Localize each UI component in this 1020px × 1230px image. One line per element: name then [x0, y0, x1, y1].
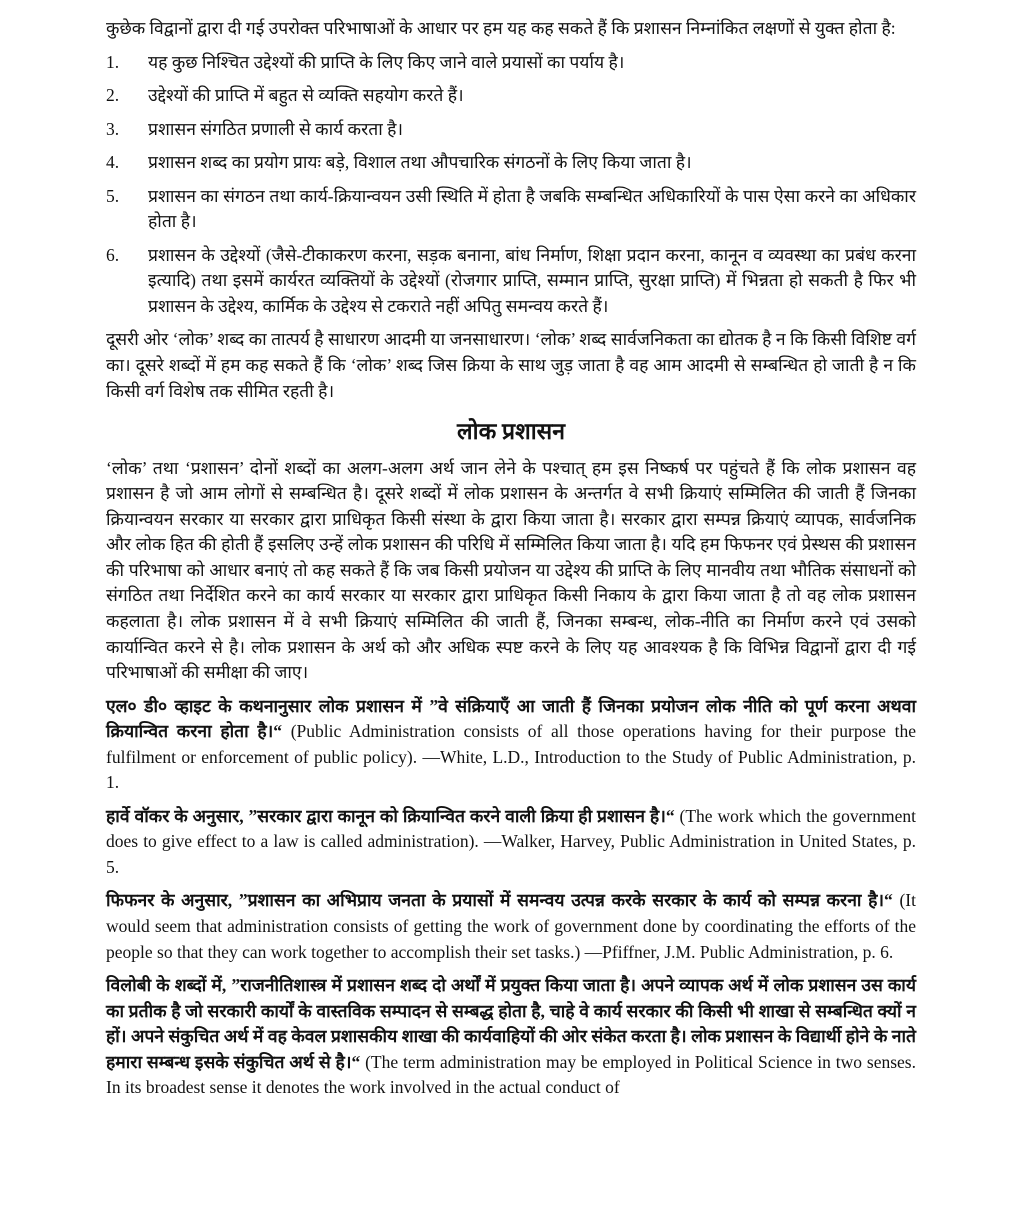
intro-paragraph: कुछेक विद्वानों द्वारा दी गई उपरोक्त परिभाषाओं के आधार पर हम यह कह सकते हैं कि प्रशासन निम्नांकित लक्षणों से युक्त होता है:	[106, 18, 896, 38]
definition-hindi-text: विलोबी के शब्दों में, ”राजनीतिशास्त्र में प्रशासन शब्द दो अर्थों में प्रयुक्त किया जाता है। अपने व्यापक अर्थ में लोक प्रशासन उस कार्य का प्रतीक है जो सरकारी कार्यों के वास्तविक सम्पादन से सम्बद्ध होता है, चाहे वे कार्य सरकार की किसी भी शाखा से सम्बन्धित क्यों न हों। अपने संकुचित अर्थ में वह केवल प्रशासकीय शाखा की कार्यवाहियों की ओर संकेत करता है। लोक प्रशासन के विद्यार्थी होने के नाते हमारा सम्बन्ध इसके संकुचित अर्थ से है।“	[106, 975, 916, 1072]
list-item-number: 6.	[106, 244, 120, 265]
list-item	[106, 184, 916, 235]
definition-english-text: (It would seem that administration consists of getting the work of government done by coordinating the efforts of the people so that they can work together to accomplish their set tasks.) —Pfiffner, J.M. Public Administration, p. 6.	[106, 890, 917, 962]
list-item-number: 4.	[106, 152, 120, 173]
definition-hindi-text: हार्वे वॉकर के अनुसार, ”सरकार द्वारा कानून को क्रियान्वित करने वाली क्रिया ही प्रशासन है।“	[106, 805, 675, 826]
definition-paragraph-willoughby	[106, 973, 916, 1101]
list-item-number: 3.	[106, 118, 120, 139]
list-item-number: 2.	[106, 85, 120, 106]
list-item-number: 5.	[106, 185, 120, 206]
lok-prashasan-paragraph: ‘लोक’ तथा ‘प्रशासन’ दोनों शब्दों का अलग-अलग अर्थ जान लेने के पश्चात् हम इस निष्कर्ष पर पहुंचते हैं कि लोक प्रशासन वह प्रशासन है जो आम लोगों से सम्बन्धित है। दूसरे शब्दों में लोक प्रशासन के अन्तर्गत वे सभी क्रियाएं सम्मिलित की जाती हैं जिनका क्रियान्वयन सरकार या सरकार द्वारा प्राधिकृत किसी संस्था के द्वारा किया जाता है। सरकार द्वारा सम्पन्न क्रियाएं व्यापक, सार्वजनिक और लोक हित की होती हैं इसलिए उन्हें लोक प्रशासन की परिधि में सम्मिलित किया जाता है। यदि हम फिफनर एवं प्रेस्थस की प्रशासन की परिभाषा को आधार बनाएं तो कह सकते हैं कि जब किसी प्रयोजन या उद्देश्य की प्राप्ति के लिए मानवीय तथा भौतिक संसाधनों को संगठित तथा निर्देशित करने का कार्य सरकार या सरकार द्वारा प्राधिकृत किसी निकाय के द्वारा किया जाता है तो वह लोक प्रशासन कहलाता है। लोक प्रशासन में वे सभी क्रियाएं सम्मिलित की जाती हैं, जिनका सम्बन्ध, लोक-नीति का निर्माण करने एवं उसको कार्यान्वित करने से है। लोक प्रशासन के अर्थ को और अधिक स्पष्ट करने के लिए यह आवश्यक है कि विभिन्न विद्वानों द्वारा दी गई परिभाषाओं की समीक्षा की जाए।	[106, 457, 916, 683]
list-item-text: उद्देश्यों की प्राप्ति में बहुत से व्यक्ति सहयोग करते हैं।	[148, 85, 464, 106]
definition-paragraph-pfiffner	[106, 888, 916, 965]
list-item-text: प्रशासन संगठित प्रणाली से कार्य करता है।	[148, 118, 404, 139]
list-item	[106, 243, 916, 320]
list-item-number: 1.	[106, 51, 120, 72]
definition-english-text: (The work which the government does to give effect to a law is called administration). —Walker, Harvey, Public Administration in United States, p. 5.	[106, 805, 916, 877]
list-item	[106, 150, 916, 176]
list-item	[106, 117, 916, 143]
list-item-text: प्रशासन शब्द का प्रयोग प्रायः बड़े, विशाल तथा औपचारिक संगठनों के लिए किया जाता है।	[148, 152, 692, 173]
definition-english-text: (The term administration may be employed in Political Science in two senses. In its broadest sense it denotes the work involved in the actual conduct of	[106, 1051, 916, 1098]
definition-paragraph-white	[106, 694, 916, 796]
list-item	[106, 50, 916, 76]
list-item-text: प्रशासन के उद्देश्यों (जैसे-टीकाकरण करना, सड़क बनाना, बांध निर्माण, शिक्षा प्रदान करना, कानून व व्यवस्था का प्रबंध करना इत्यादि) तथा इसमें कार्यरत व्यक्तियों के उद्देश्यों (रोजगार प्राप्ति, सम्मान प्राप्ति, सुरक्षा प्राप्ति) में भिन्नता हो सकती है फिर भी प्रशासन के उद्देश्य, कार्मिक के उद्देश्य से टकराते नहीं अपितु समन्वय करते हैं।	[148, 244, 916, 316]
section-heading: लोक प्रशासन	[457, 419, 565, 445]
definition-english-text: (Public Administration consists of all those operations having for their purpose the fulfilment or enforcement of public policy). —White, L.D., Introduction to the Study of Public Administration, p. 1.	[106, 721, 916, 793]
definition-hindi-text: एल० डी० व्हाइट के कथनानुसार लोक प्रशासन में ”वे संक्रियाएँ आ जाती हैं जिनका प्रयोजन लोक नीति को पूर्ण करना अथवा क्रियान्वित करना होता है।“	[106, 695, 916, 742]
list-item-text: यह कुछ निश्चित उद्देश्यों की प्राप्ति के लिए किए जाने वाले प्रयासों का पर्याय है।	[148, 51, 625, 72]
characteristics-list	[106, 50, 916, 320]
list-item-text: प्रशासन का संगठन तथा कार्य-क्रियान्वयन उसी स्थिति में होता है जबकि सम्बन्धित अधिकारियों के पास ऐसा करने का अधिकार होता है।	[148, 185, 916, 232]
definition-paragraph-walker	[106, 804, 916, 881]
lok-term-paragraph: दूसरी ओर ‘लोक’ शब्द का तात्पर्य है साधारण आदमी या जनसाधारण। ‘लोक’ शब्द सार्वजनिकता का द्योतक है न कि किसी विशिष्ट वर्ग का। दूसरे शब्दों में हम कह सकते हैं कि ‘लोक’ शब्द जिस क्रिया के साथ जुड़ जाता है वह आम आदमी से सम्बन्धित हो जाती है न कि किसी वर्ग विशेष तक सीमित रहती है।	[106, 329, 916, 401]
definition-hindi-text: फिफनर के अनुसार, ”प्रशासन का अभिप्राय जनता के प्रयासों में समन्वय उत्पन्न करके सरकार के कार्य को सम्पन्न करना है।“	[106, 890, 893, 911]
list-item	[106, 83, 916, 109]
